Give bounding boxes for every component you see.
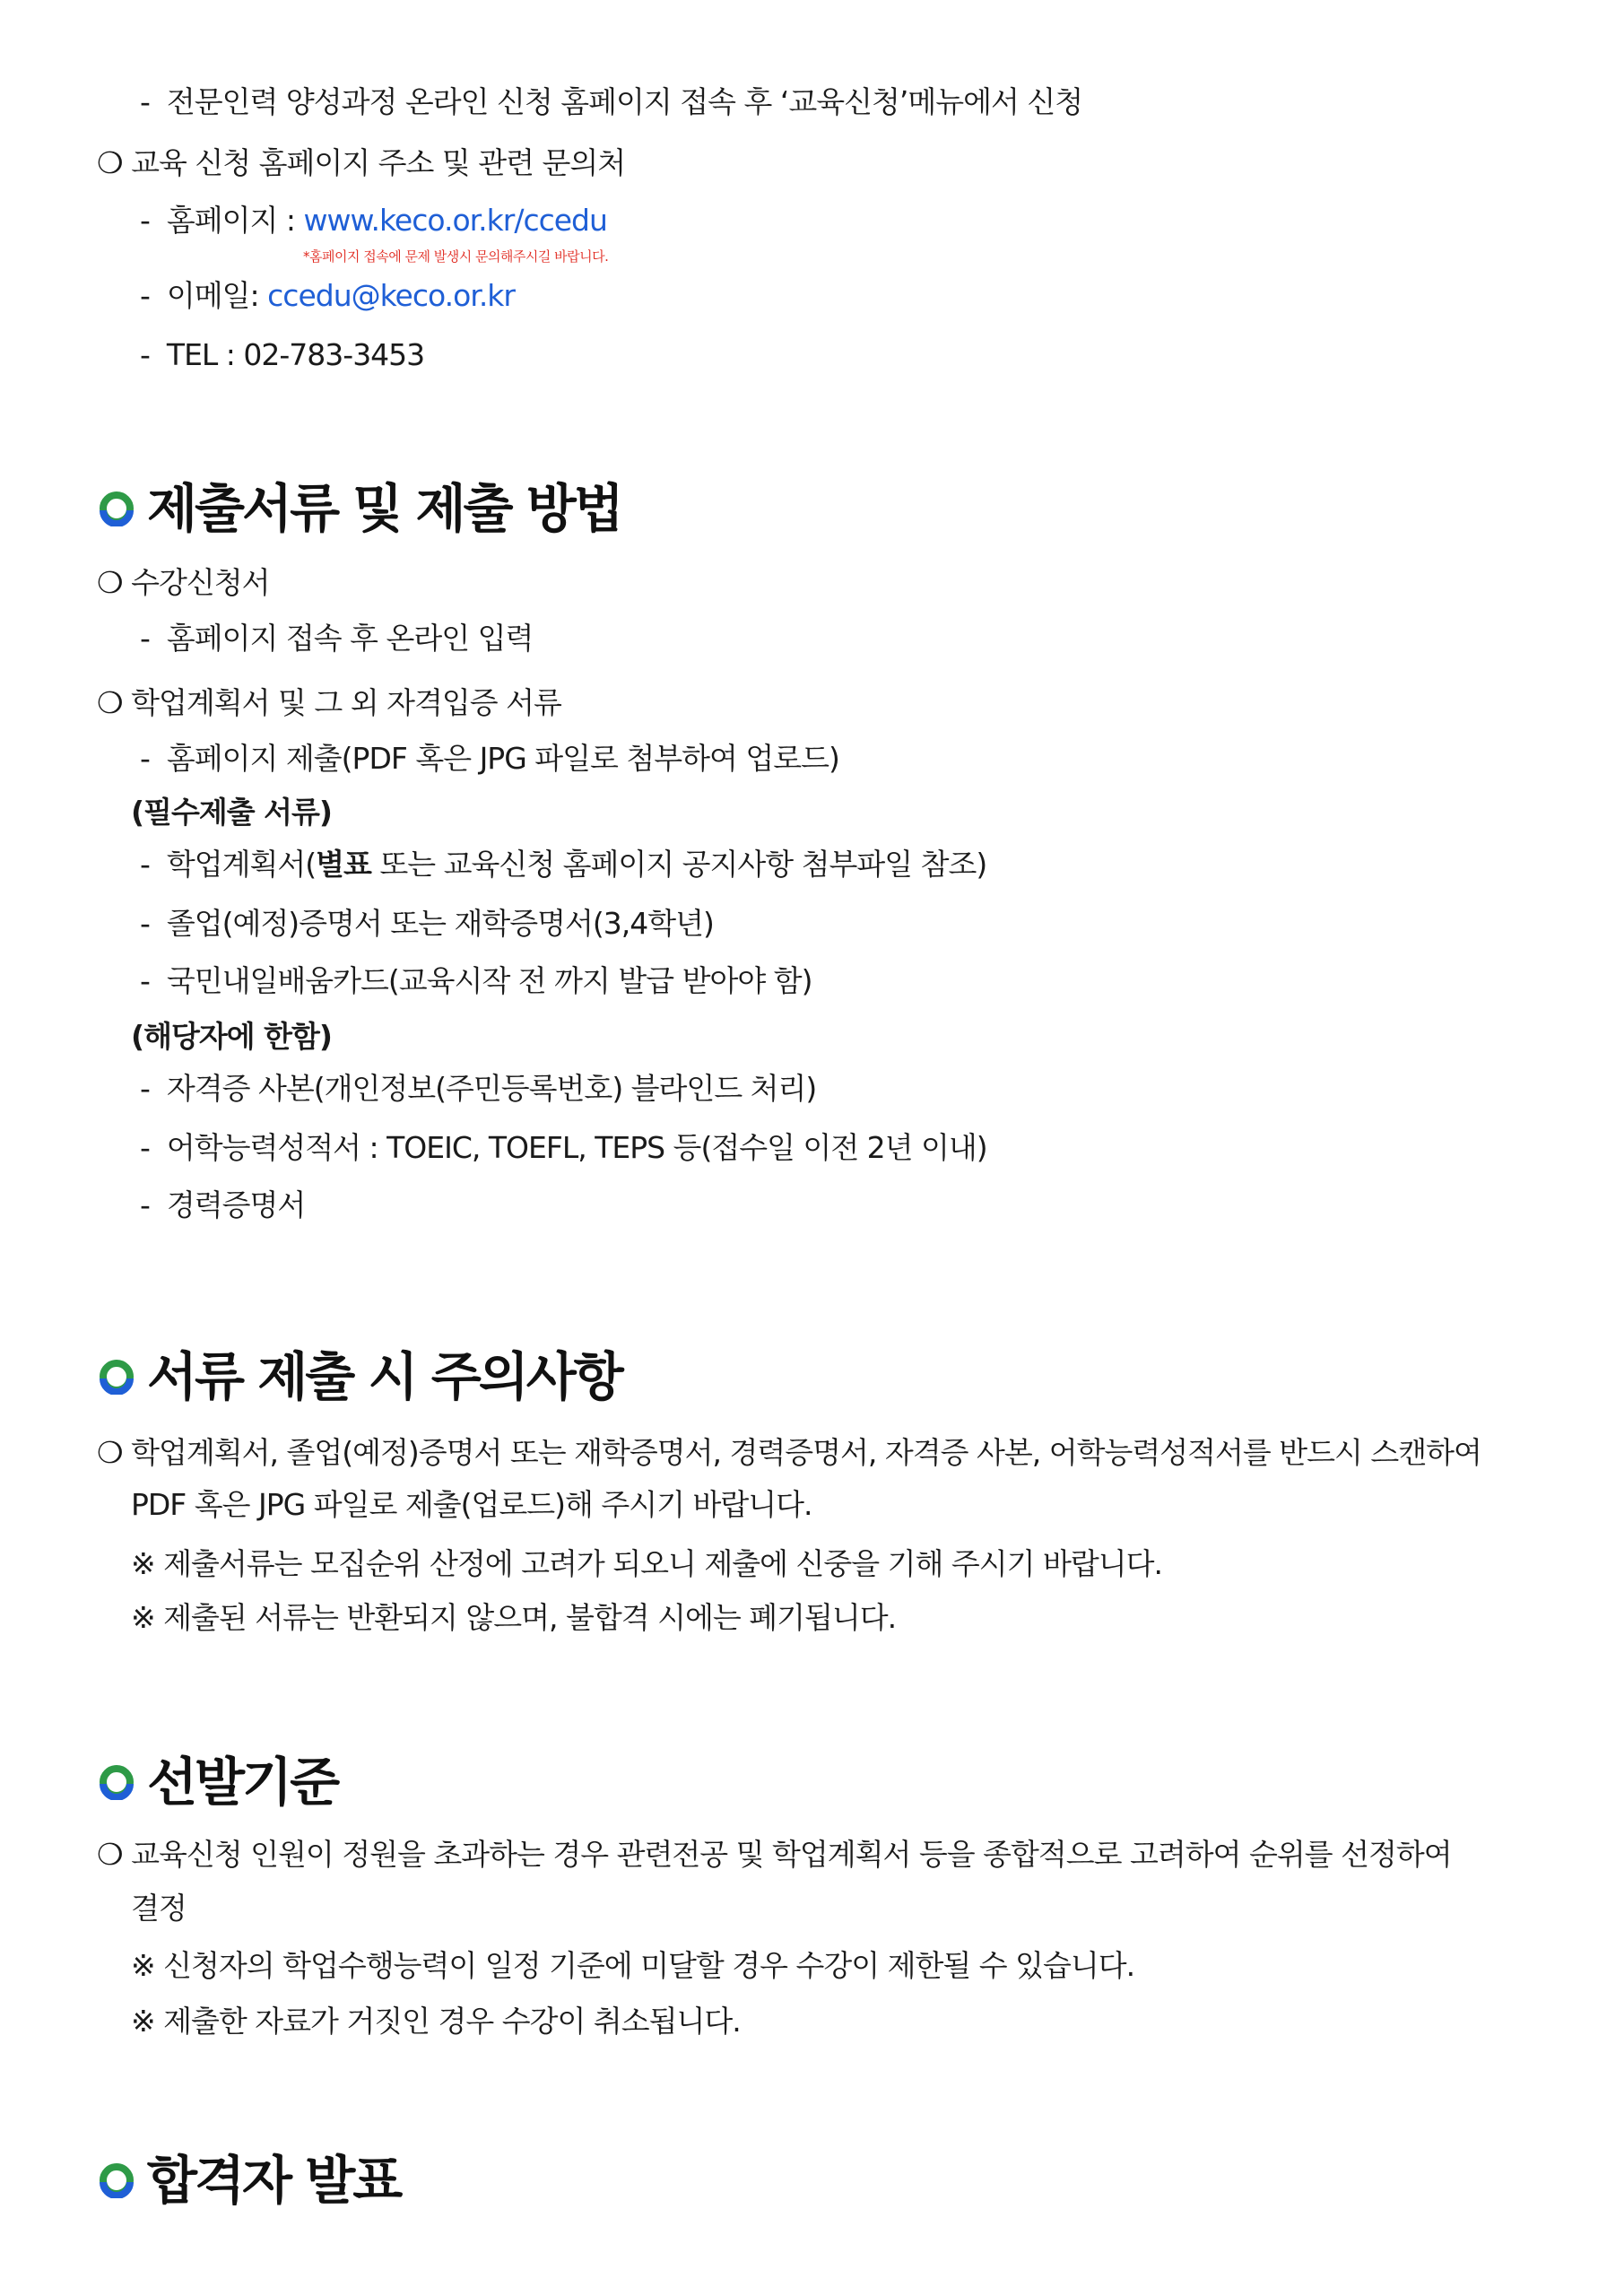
bullet-icon: ❍	[97, 1435, 123, 1470]
homepage-link[interactable]: www.keco.or.kr/ccedu	[303, 203, 607, 238]
bullet-continuation: 결정	[131, 1891, 187, 1926]
dash-item	[140, 1128, 987, 1168]
section-heading-documents	[99, 477, 621, 540]
section-title: 서류 제출 시 주의사항	[147, 1346, 621, 1407]
section-heading-selection	[99, 1751, 337, 1813]
dash-mark: -	[140, 741, 150, 776]
apply-text: 전문인력 양성과정 온라인 신청 홈페이지 접속 후 ‘교육신청’메뉴에서 신청	[166, 84, 1083, 119]
homepage-label: 홈페이지 :	[166, 203, 304, 238]
section-heading-cautions	[99, 1345, 621, 1408]
dash-mark: -	[140, 203, 150, 238]
bullet-item	[97, 1835, 1452, 1874]
bullet-item	[97, 563, 269, 603]
required-docs-label: (필수제출 서류)	[131, 795, 332, 830]
homepage-line	[140, 201, 607, 240]
tel-text: TEL : 02-783-3453	[166, 337, 425, 372]
dash-mark: -	[140, 84, 150, 119]
dash-item	[140, 1186, 305, 1225]
dash-mark: -	[140, 1071, 150, 1106]
dash-text: 졸업(예정)증명서 또는 재학증명서(3,4학년)	[166, 906, 714, 941]
section-ring-icon	[99, 1764, 135, 1800]
homepage-note: *홈페이지 접속에 문제 발생시 문의해주시길 바랍니다.	[303, 248, 609, 265]
dash-mark: -	[140, 1130, 150, 1165]
email-line	[140, 276, 515, 316]
dash-text: 홈페이지 접속 후 온라인 입력	[166, 621, 534, 656]
tel-line	[140, 335, 424, 375]
dash-mark: -	[140, 337, 150, 372]
dash-item	[140, 845, 986, 884]
dash-item	[140, 961, 812, 1001]
email-link[interactable]: ccedu@keco.or.kr	[267, 278, 515, 313]
dash-item	[140, 1069, 816, 1109]
note-line: ※ 제출된 서류는 반환되지 않으며, 불합격 시에는 폐기됩니다.	[131, 1600, 897, 1635]
section-title: 선발기준	[147, 1752, 338, 1813]
section-ring-icon	[99, 491, 135, 526]
bullet-icon: ❍	[97, 685, 123, 720]
dash-item	[140, 739, 839, 778]
note-line: ※ 신청자의 학업수행능력이 일정 기준에 미달할 경우 수강이 제한될 수 있습니다.	[131, 1948, 1135, 1983]
dash-mark: -	[140, 278, 150, 313]
dash-text: 또는 교육신청 홈페이지 공지사항 첨부파일 참조)	[370, 847, 987, 882]
bullet-item	[97, 683, 561, 723]
section-ring-icon	[99, 1359, 135, 1395]
bullet-item	[97, 1433, 1481, 1473]
bullet-continuation: PDF 혹은 JPG 파일로 제출(업로드)해 주시기 바랍니다.	[131, 1487, 812, 1522]
dash-text: 국민내일배움카드(교육시작 전 까지 발급 받아야 함)	[166, 963, 812, 998]
section-title: 제출서류 및 제출 방법	[147, 478, 621, 539]
bullet-text: 학업계획서 및 그 외 자격입증 서류	[131, 685, 561, 720]
dash-item	[140, 619, 533, 658]
section-ring-icon	[99, 2162, 135, 2198]
applicable-docs-label: (해당자에 한함)	[131, 1019, 332, 1054]
dash-mark: -	[140, 847, 150, 882]
dash-mark: -	[140, 1187, 150, 1222]
dash-text: 경력증명서	[166, 1187, 306, 1222]
note-line: ※ 제출서류는 모집순위 산정에 고려가 되오니 제출에 신중을 기해 주시기 바랍니다.	[131, 1546, 1163, 1581]
dash-text: 홈페이지 제출(PDF 혹은 JPG 파일로 첨부하여 업로드)	[166, 741, 839, 776]
bullet-text: 교육신청 인원이 정원을 초과하는 경우 관련전공 및 학업계획서 등을 종합적으로 고려하여 순위를 선정하여	[131, 1837, 1452, 1872]
apply-line	[140, 83, 1082, 122]
dash-text: 학업계획서(	[166, 847, 317, 882]
section-title: 합격자 발표	[147, 2150, 401, 2211]
dash-text: 자격증 사본(개인정보(주민등록번호) 블라인드 처리)	[166, 1071, 817, 1106]
dash-text: 어학능력성적서 : TOEIC, TOEFL, TEPS 등(접수일 이전 2년 이내)	[166, 1130, 987, 1165]
dash-item	[140, 904, 714, 944]
email-label: 이메일:	[166, 278, 268, 313]
bullet-icon: ❍	[97, 1837, 123, 1872]
dash-mark: -	[140, 621, 150, 656]
contact-bullet	[97, 144, 625, 183]
dash-mark: -	[140, 963, 150, 998]
note-line: ※ 제출한 자료가 거짓인 경우 수강이 취소됩니다.	[131, 2004, 741, 2039]
bullet-icon: ❍	[97, 565, 123, 600]
section-heading-announcement	[99, 2149, 400, 2212]
bullet-icon: ❍	[97, 145, 123, 180]
contact-bullet-text: 교육 신청 홈페이지 주소 및 관련 문의처	[131, 145, 626, 180]
dash-mark: -	[140, 906, 150, 941]
bullet-text: 수강신청서	[131, 565, 270, 600]
bullet-text: 학업계획서, 졸업(예정)증명서 또는 재학증명서, 경력증명서, 자격증 사본, 어학능력성적서를 반드시 스캔하여	[131, 1435, 1481, 1470]
appendix-bold: 별표	[316, 847, 371, 882]
